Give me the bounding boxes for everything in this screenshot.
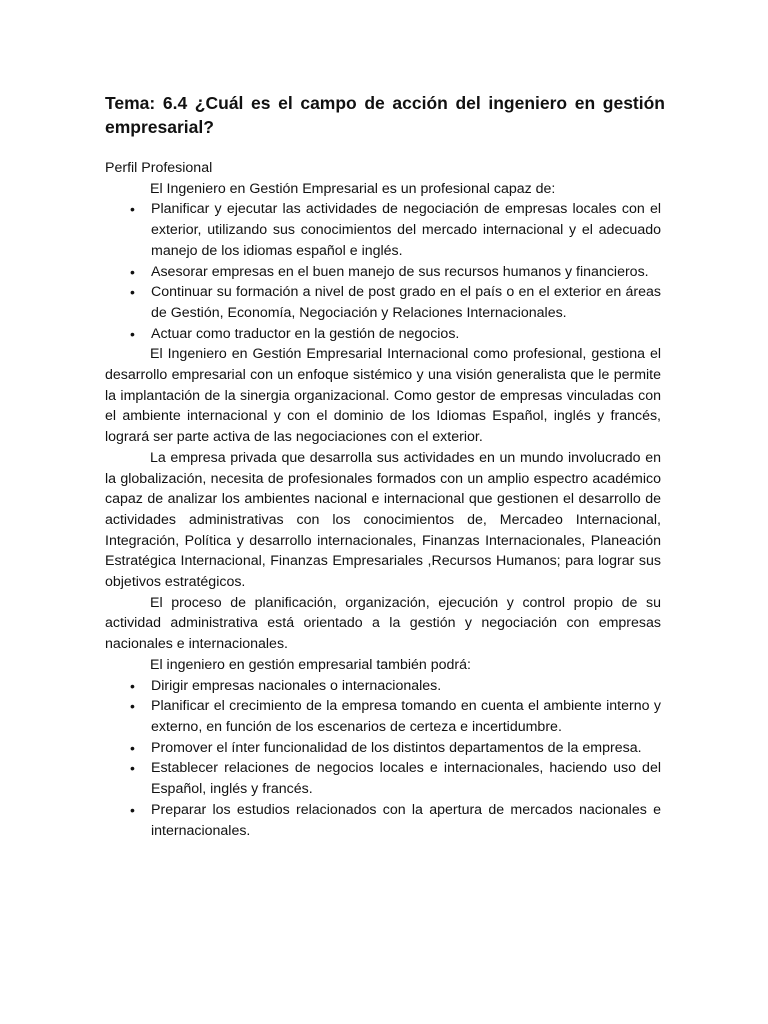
list-item: • Establecer relaciones de negocios locales e internacionales, haciendo uso del Español, inglés y francés.: [130, 760, 661, 798]
list-item: • Planificar y ejecutar las actividades de negociación de empresas locales con el exterior, utilizando sus conocimientos del mercado internacional y el adecuado manejo de los idiomas español e inglés.: [130, 201, 661, 259]
list-item: • Dirigir empresas nacionales o internacionales.: [105, 676, 661, 697]
bullet-icon: •: [130, 284, 135, 301]
bullet-icon: •: [130, 739, 135, 756]
bullet-icon: •: [130, 325, 135, 342]
bullet-list-2: [105, 676, 661, 842]
intro-paragraph-2: El ingeniero en gestión empresarial también podrá:: [150, 656, 471, 673]
list-item: • Continuar su formación a nivel de post grado en el país o en el exterior en áreas de Gestión, Economía, Negociación y Relaciones Internacionales.: [130, 284, 661, 321]
list-item: • Preparar los estudios relacionados con la apertura de mercados nacionales e internacionales.: [130, 801, 661, 839]
document-body: [105, 158, 661, 841]
list-item: • Asesorar empresas en el buen manejo de sus recursos humanos y financieros.: [105, 262, 661, 283]
list-item: • Planificar el crecimiento de la empresa tomando en cuenta el ambiente interno y externo, en función de los escenarios de certeza e incertidumbre.: [130, 698, 661, 735]
bullet-list-1: [105, 199, 661, 344]
list-item: • Promover el ínter funcionalidad de los distintos departamentos de la empresa.: [105, 738, 661, 759]
bullet-icon: •: [130, 698, 135, 715]
bullet-icon: •: [130, 263, 135, 280]
page-title: Tema: 6.4 ¿Cuál es el campo de acción del ingeniero en gestión empresarial?: [105, 93, 665, 137]
body-paragraph-1: El Ingeniero en Gestión Empresarial Internacional como profesional, gestiona el desarrollo empresarial con un enfoque sistémico y una visión generalista que le permite la implantación de la sinergia organizacional. Como gestor de empresas vinculadas con el ambiente internacional y con el dominio de los Idiomas Español, inglés y francés, logrará ser parte activa de las negociaciones con el exterior.: [105, 346, 661, 446]
bullet-icon: •: [130, 201, 135, 218]
body-paragraph-2: La empresa privada que desarrolla sus actividades en un mundo involucrado en la globalización, necesita de profesionales formados con un amplio espectro académico capaz de analizar los ambientes nacional e internacional que gestionen el desarrollo de actividades administrativas con los conocimientos de, Mercadeo Internacional, Integración, Política y desarrollo internacionales, Finanzas Internacionales, Planeación Estratégica Internacional, Finanzas Empresariales ,Recursos Humanos; para lograr sus objetivos estratégicos.: [105, 449, 661, 591]
body-paragraph-3: El proceso de planificación, organización, ejecución y control propio de su actividad administrativa está orientado a la gestión y negociación con empresas nacionales e internacionales.: [105, 594, 661, 653]
list-item: • Actuar como traductor en la gestión de negocios.: [105, 324, 661, 345]
intro-paragraph-1: El Ingeniero en Gestión Empresarial es un profesional capaz de:: [150, 180, 556, 197]
bullet-icon: •: [130, 677, 135, 694]
section-heading: Perfil Profesional: [105, 160, 213, 176]
bullet-icon: •: [130, 801, 135, 818]
bullet-icon: •: [130, 760, 135, 777]
